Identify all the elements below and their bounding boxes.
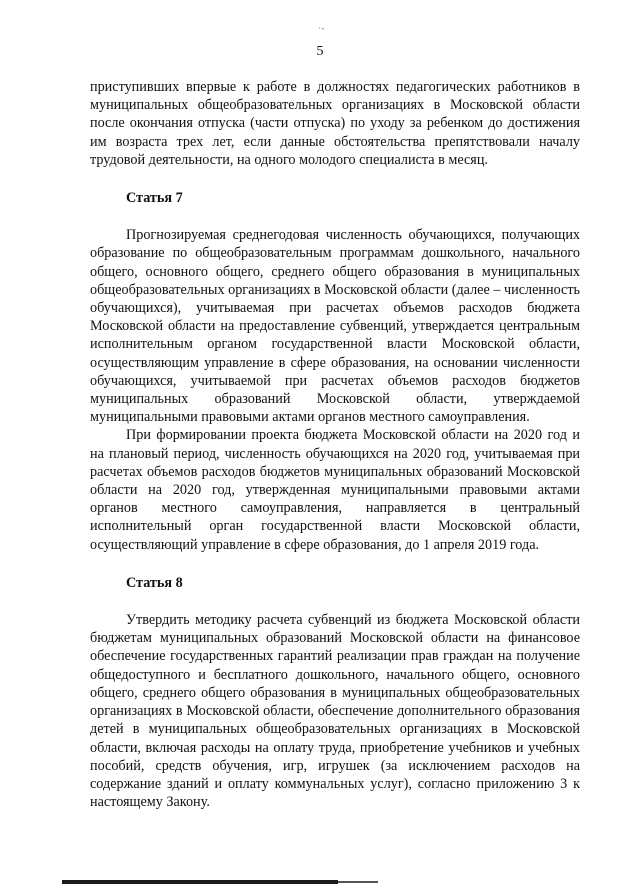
spacer <box>90 592 580 611</box>
bottom-scan-line-thin <box>338 881 378 883</box>
spacer <box>90 207 580 226</box>
article-8-paragraph-1: Утвердить методику расчета субвенций из бюджета Московской области бюджетам муниципальных образований Московской области на финансовое обеспечение государственных гарантий реализации прав граждан на получение общедоступного и бесплатного дошкольного, начального общего, основного общего, среднего общего образования в муниципальных общеобразовательных организациях в Московской области, обеспечение дополнительного образования детей в муниципальных общеобразовательных организациях в Московской области, включая расходы на оплату труда, приобретение учебников и учебных пособий, средств обучения, игр, игрушек (за исключением расходов на содержание зданий и оплату коммунальных услуг), согласно приложению 3 к настоящему Закону. <box>90 612 580 811</box>
article-7-paragraph-2: При формировании проекта бюджета Московской области на 2020 год и на плановый период, численность обучающихся на 2020 год, учитываемая при расчетах объемов расходов бюджетов муниципальных образований Московской области на 2020 год, утвержденная муниципальными правовыми актами органов местного самоуправления, направляется в центральный исполнительный орган государственной власти Московской области, осуществляющий управление в сфере образования, до 1 апреля 2019 года. <box>90 427 580 553</box>
article-7-paragraph-1: Прогнозируемая среднегодовая численность обучающихся, получающих образование по общеобразовательным программам дошкольного, начального общего, основного общего, среднего общего образования в муниципальных общеобразовательных организациях в Московской области (далее – численность обучающихся), учитываемая при расчетах объемов расходов бюджета Московской области на предоставление субвенций, утверждается центральным исполнительным органом государственной власти Московской области, осуществляющим управление в сфере образования, на основании численности обучающихся, учитываемой при расчетах объемов расходов бюджетов муниципальных образований Московской области, утверждаемой муниципальными правовыми актами органов местного самоуправления. <box>90 227 580 426</box>
article-7-heading: Статья 7 <box>126 190 183 207</box>
scan-artifact: ·- <box>318 24 326 33</box>
article-8-heading: Статья 8 <box>126 574 183 591</box>
paragraph-continuation: приступивших впервые к работе в должностях педагогических работников в муниципальных общеобразовательных организациях в Московской области после окончания отпуска (части отпуска) по уходу за ребенком до достижения им возраста трех лет, если данные обстоятельства препятствовали началу трудовой деятельности, на одного молодого специалиста в месяц. <box>90 79 580 168</box>
bottom-scan-line <box>62 880 338 884</box>
spacer <box>90 169 580 189</box>
page-number: 5 <box>316 44 324 59</box>
document-body <box>90 78 580 811</box>
spacer <box>90 554 580 574</box>
